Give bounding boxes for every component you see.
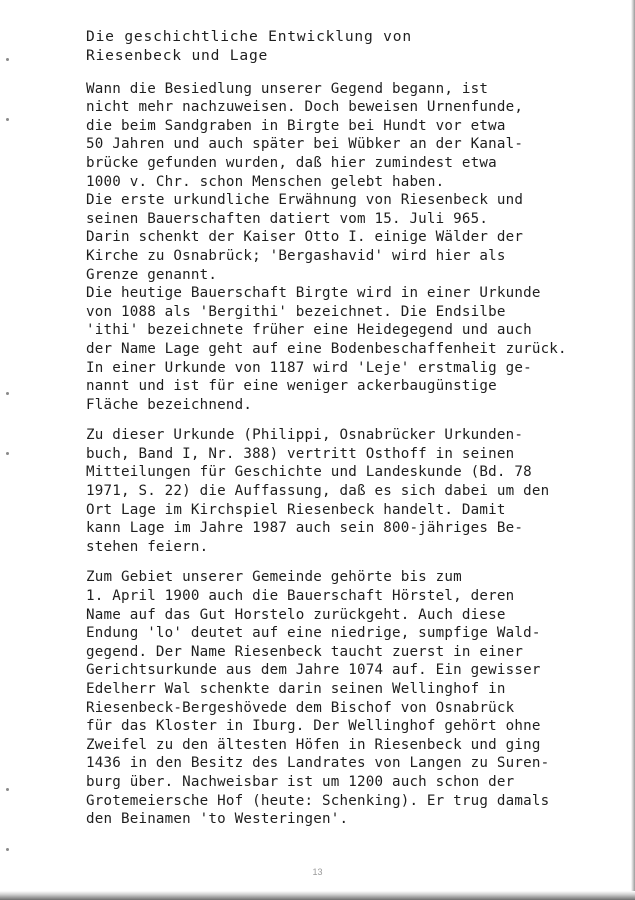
text-line: 1. April 1900 auch die Bauerschaft Hörstel, deren (86, 588, 515, 605)
text-line: Mitteilungen für Geschichte und Landeskunde (Bd. 78 (86, 464, 532, 481)
text-line: der Name Lage geht auf eine Bodenbeschaffenheit zurück. (86, 340, 567, 357)
text-line: Gerichtsurkunde aus dem Jahre 1074 auf. Ein gewisser (86, 662, 541, 679)
title-line: Riesenbeck und Lage (86, 46, 269, 64)
text-line: kann Lage im Jahre 1987 auch sein 800-jähriges Be- (86, 520, 524, 537)
text-line: Ort Lage im Kirchspiel Riesenbeck handelt. Damit (86, 501, 506, 518)
text-line: Die erste urkundliche Erwähnung von Riesenbeck und (86, 192, 524, 209)
text-line: seinen Bauerschaften datiert vom 15. Juli 965. (86, 210, 489, 227)
page-edge-shadow-right (631, 0, 635, 900)
text-line: Darin schenkt der Kaiser Otto I. einige Wälder der (86, 229, 524, 246)
text-line: für das Kloster in Iburg. Der Wellinghof gehört ohne (86, 718, 541, 735)
text-line: Riesenbeck-Bergeshövede dem Bischof von Osnabrück (86, 699, 515, 716)
text-line: Endung 'lo' deutet auf eine niedrige, sumpfige Wald- (86, 625, 541, 642)
text-line: nannt und ist für eine weniger ackerbaugünstige (86, 378, 497, 395)
text-line: Die heutige Bauerschaft Birgte wird in einer Urkunde (86, 285, 541, 302)
page-edge-shadow-bottom (0, 891, 635, 900)
text-line: 50 Jahren und auch später bei Wübker an der Kanal- (86, 136, 524, 153)
title-line: Die geschichtliche Entwicklung von (86, 28, 412, 45)
text-line: Wann die Besiedlung unserer Gegend begann, ist (86, 80, 489, 97)
text-line: Zu dieser Urkunde (Philippi, Osnabrücker Urkunden- (86, 427, 524, 444)
punch-hole-mark (6, 452, 9, 455)
text-line: stehen feiern. (86, 538, 209, 555)
text-line: Grenze genannt. (86, 266, 218, 283)
text-line: Edelherr Wal schenkte darin seinen Wellinghof in (86, 681, 506, 697)
text-line: 1000 v. Chr. schon Menschen gelebt haben. (86, 173, 445, 190)
text-line: von 1088 als 'Bergithi' bezeichnet. Die Endsilbe (86, 303, 506, 320)
text-line: Fläche bezeichnend. (86, 396, 253, 413)
punch-hole-mark (6, 392, 9, 395)
text-line: 1436 in den Besitz des Landrates von Langen zu Suren- (86, 755, 550, 772)
page-number: 13 (312, 867, 323, 877)
text-line: burg über. Nachweisbar ist um 1200 auch schon der (86, 773, 515, 790)
text-line: Kirche zu Osnabrück; 'Bergashavid' wird hier als (86, 247, 506, 264)
text-line: 1971, S. 22) die Auffassung, daß es sich dabei um den (86, 483, 550, 500)
text-line: Grotemeiersche Hof (heute: Schenking). Er trug damals (86, 792, 550, 809)
text-line: buch, Band I, Nr. 388) vertritt Osthoff in seinen (86, 445, 515, 462)
text-line: Zweifel zu den ältesten Höfen in Riesenbeck und ging (86, 736, 541, 753)
paragraph-hoerstel-riesenbeck (86, 568, 586, 828)
text-line: In einer Urkunde von 1187 wird 'Leje' erstmalig ge- (86, 359, 532, 376)
text-line: gegend. Der Name Riesenbeck taucht zuerst in einer (86, 643, 524, 660)
punch-hole-mark (6, 788, 9, 791)
punch-hole-mark (6, 118, 9, 121)
text-line: Name auf das Gut Horstelo zurückgeht. Auch diese (86, 606, 506, 623)
text-line: die beim Sandgraben in Birgte bei Hundt vor etwa (86, 117, 506, 134)
paragraph-lage-document (86, 426, 586, 556)
punch-hole-mark (6, 58, 9, 61)
punch-hole-mark (6, 848, 9, 851)
page-content (86, 28, 586, 841)
text-line: nicht mehr nachzuweisen. Doch beweisen Urnenfunde, (86, 99, 524, 116)
paragraph-settlement-history (86, 80, 586, 415)
document-title (86, 28, 586, 66)
text-line: brücke gefunden wurden, daß hier zumindest etwa (86, 154, 497, 171)
text-line: den Beinamen 'to Westeringen'. (86, 811, 349, 828)
text-line: Zum Gebiet unserer Gemeinde gehörte bis zum (86, 569, 462, 586)
text-line: 'ithi' bezeichnete früher eine Heidegegend und auch (86, 322, 532, 339)
